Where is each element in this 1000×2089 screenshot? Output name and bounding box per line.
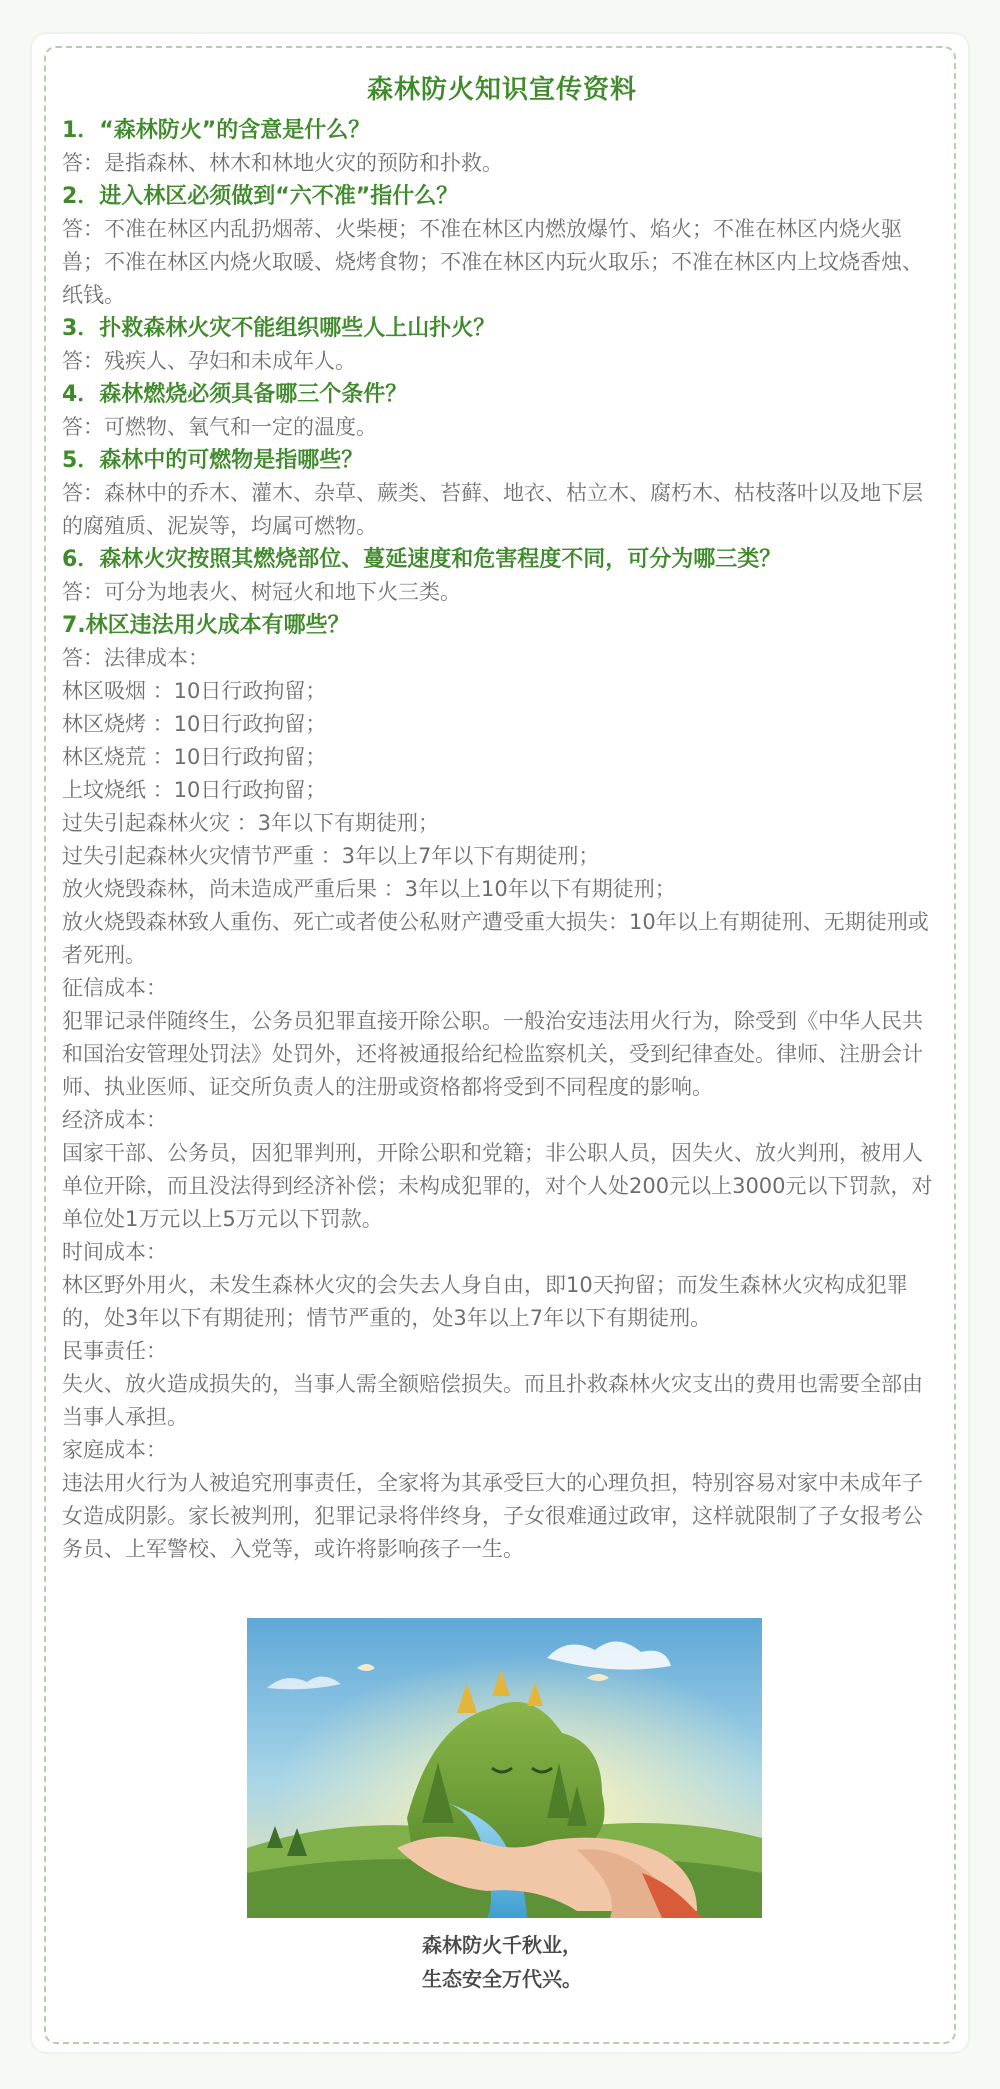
page-title: 森林防火知识宣传资料 [366, 75, 637, 105]
qa-item-5 [62, 444, 942, 543]
qa-item-1 [62, 114, 942, 180]
question-3: 3．扑救森林火灾不能组织哪些人上山扑火？ [62, 316, 496, 341]
caption-line-2: 生态安全万代兴。 [422, 1967, 582, 1991]
answer-5: 答：森林中的乔木、灌木、杂草、蕨类、苔藓、地衣、枯立木、腐朽木、枯枝落叶以及地下层的腐殖质、泥炭等，均属可燃物。 [62, 481, 923, 538]
answer-7-line: 放火烧毁森林致人重伤、死亡或者使公私财产遭受重大损失：10年以上有期徒刑、无期徒刑或者死刑。 [62, 910, 929, 967]
question-2: 2．进入林区必须做到“六不准”指什么？ [62, 184, 459, 209]
answer-7-line: 上坟烧纸 ：10日行政拘留； [62, 778, 327, 802]
qa-item-6 [62, 543, 942, 609]
answer-7-line: 林区烧烤 ：10日行政拘留； [62, 712, 327, 736]
answer-7-line: 时间成本： [62, 1240, 167, 1264]
answer-7-line: 民事责任： [62, 1339, 167, 1363]
answer-7-line: 答：法律成本： [62, 646, 209, 670]
answer-1: 答：是指森林、林木和林地火灾的预防和扑救。 [62, 151, 503, 175]
question-5: 5．森林中的可燃物是指哪些？ [62, 448, 364, 473]
question-7: 7.林区违法用火成本有哪些？ [62, 613, 350, 638]
answer-7-line: 林区烧荒 ：10日行政拘留； [62, 745, 327, 769]
qa-item-3 [62, 312, 942, 378]
answer-7-line: 林区吸烟 ：10日行政拘留； [62, 679, 327, 703]
answer-7-line: 过失引起森林火灾 ：3年以下有期徒刑； [62, 811, 440, 835]
hands-holding-forest-mountain-illustration [247, 1618, 762, 1918]
answer-6: 答：可分为地表火、树冠火和地下火三类。 [62, 580, 461, 604]
caption-line-1: 森林防火千秋业， [422, 1933, 582, 1957]
answer-3: 答：残疾人、孕妇和未成年人。 [62, 349, 356, 373]
answer-7-line: 征信成本： [62, 976, 167, 1000]
question-1: 1．“森林防火”的含意是什么？ [62, 118, 371, 143]
illustration-caption [62, 1928, 942, 1996]
answer-4: 答：可燃物、氧气和一定的温度。 [62, 415, 377, 439]
answer-7-line: 放火烧毁森林，尚未造成严重后果 ：3年以上10年以下有期徒刑； [62, 877, 676, 901]
qa-item-7 [62, 609, 942, 1566]
answer-7-line: 犯罪记录伴随终生，公务员犯罪直接开除公职。一般治安违法用火行为，除受到《中华人民共和国治安管理处罚法》处罚外，还将被通报给纪检监察机关，受到纪律查处。律师、注册会计师、执业医师、证交所负责人的注册或资格都将受到不同程度的影响。 [62, 1009, 923, 1099]
answer-7-line: 林区野外用火，未发生森林火灾的会失去人身自由，即10天拘留；而发生森林火灾构成犯罪的，处3年以下有期徒刑；情节严重的，处3年以上7年以下有期徒刑。 [62, 1273, 908, 1330]
answer-7-line: 过失引起森林火灾情节严重 ：3年以上7年以下有期徒刑； [62, 844, 600, 868]
answer-2: 答：不准在林区内乱扔烟蒂、火柴梗；不准在林区内燃放爆竹、焰火；不准在林区内烧火驱兽；不准在林区内烧火取暖、烧烤食物；不准在林区内玩火取乐；不准在林区内上坟烧香烛、纸钱。 [62, 217, 923, 307]
question-4: 4．森林燃烧必须具备哪三个条件？ [62, 382, 408, 407]
answer-7-line: 经济成本： [62, 1108, 167, 1132]
qa-item-4 [62, 378, 942, 444]
answer-7-line: 失火、放火造成损失的，当事人需全额赔偿损失。而且扑救森林火灾支出的费用也需要全部由当事人承担。 [62, 1372, 923, 1429]
answer-7-line: 违法用火行为人被追究刑事责任，全家将为其承受巨大的心理负担，特别容易对家中未成年子女造成阴影。家长被判刑，犯罪记录将伴终身，子女很难通过政审，这样就限制了子女报考公务员、上军警校、入党等，或许将影响孩子一生。 [62, 1471, 923, 1561]
answer-7-line: 国家干部、公务员，因犯罪判刑，开除公职和党籍；非公职人员，因失火、放火判刑，被用人单位开除，而且没法得到经济补偿；未构成犯罪的，对个人处200元以上3000元以下罚款，对单位处1万元以上5万元以下罚款。 [62, 1141, 933, 1231]
question-6: 6．森林火灾按照其燃烧部位、蔓延速度和危害程度不同，可分为哪三类？ [62, 547, 782, 572]
document-content [62, 64, 942, 1566]
answer-7-line: 家庭成本： [62, 1438, 167, 1462]
qa-item-2 [62, 180, 942, 312]
